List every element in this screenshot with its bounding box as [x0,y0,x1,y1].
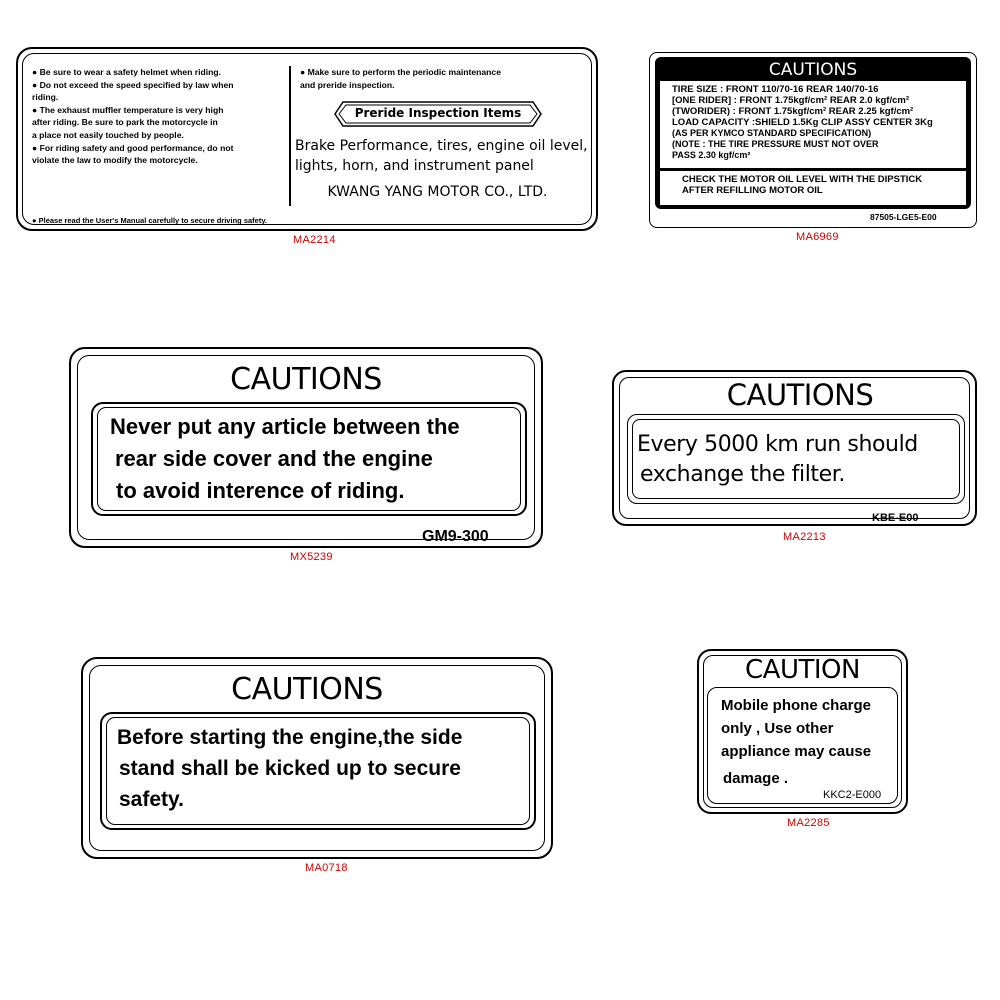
part-code: MA2214 [293,234,336,246]
message-line: exchange the filter. [640,462,845,487]
oil-line: CHECK THE MOTOR OIL LEVEL WITH THE DIPSTICK [682,174,923,185]
bullet-line: violate the law to modify the motorcycle. [32,155,198,166]
part-number: GM9-300 [422,528,489,545]
column-divider [289,66,291,206]
message-text [117,722,462,815]
message-text [637,430,918,490]
bullet-line: a place not easily touched by people. [32,129,184,140]
spec-line: (TWORIDER) : FRONT 1.75kgf/cm² REAR 2.25 kgf/cm² [672,106,914,117]
bullet-line: ● For riding safety and good performance, do not [32,142,234,153]
message-line: appliance may cause [721,743,872,760]
label-title: CAUTIONS [230,362,382,397]
label-title: CAUTIONS [231,672,383,707]
part-number: 87505-LGE5-E00 [870,212,937,222]
label-title: CAUTION [745,655,860,685]
spec-line: TIRE SIZE : FRONT 110/70-16 REAR 140/70-16 [672,84,879,95]
inspection-items [295,136,588,176]
message-line: Every 5000 km run should [637,432,918,457]
message-line: only , Use other [721,720,834,737]
message-line: damage . [723,770,789,787]
manual-footer: ● Please read the User's Manual carefully to secure driving safety. [32,216,268,225]
spec-line: (NOTE : THE TIRE PRESSURE MUST NOT OVER [672,139,879,149]
safety-bullets [32,66,233,167]
part-code: MA2285 [787,817,830,829]
label-title: CAUTIONS [726,378,874,412]
maintenance-bullet [300,66,501,91]
inspection-line: lights, horn, and instrument panel [295,158,534,174]
oil-lines [682,174,922,196]
inspection-line: Brake Performance, tires, engine oil level, [295,138,588,154]
bullet-line: ● The exhaust muffler temperature is very high [32,104,224,115]
oil-line: AFTER REFILLING MOTOR OIL [682,185,823,196]
bullet-line: and preride inspection. [300,79,395,90]
label-title: CAUTIONS [768,60,858,80]
spec-line: PASS 2.30 kgf/cm² [672,150,751,160]
message-line: rear side cover and the engine [115,446,433,471]
message-line: Mobile phone charge [721,697,872,714]
spec-lines [672,84,933,161]
message-text [110,411,460,507]
part-number: KBE-E00 [872,512,919,524]
company-name: KWANG YANG MOTOR CO., LTD. [327,184,548,200]
part-code: MX5239 [290,551,333,563]
part-number: KKC2-E000 [823,789,882,801]
bullet-line: ● Make sure to perform the periodic maintenance [300,67,501,77]
bullet-line: riding. [32,92,59,103]
message-text [721,694,871,790]
spec-line: (AS PER KYMCO STANDARD SPECIFICATION) [672,128,872,138]
part-code: MA6969 [796,231,839,243]
message-line: stand shall be kicked up to secure [119,757,461,780]
message-line: Never put any article between the [110,414,460,439]
message-line: to avoid interence of riding. [116,478,405,503]
bullet-line: ● Be sure to wear a safety helmet when riding. [32,67,222,77]
inspection-title: Preride Inspection Items [354,106,522,120]
spec-line: [ONE RIDER] : FRONT 1.75kgf/cm² REAR 2.0 kgf/cm² [672,95,910,106]
bullet-line: after riding. Be sure to park the motorcycle in [32,117,218,128]
message-line: safety. [119,788,184,811]
bullet-line: ● Do not exceed the speed specified by law when [32,79,234,90]
message-line: Before starting the engine,the side [117,726,463,749]
part-code: MA0718 [305,862,348,874]
spec-line: LOAD CAPACITY :SHIELD 1.5Kg CLIP ASSY CENTER 3Kg [672,117,933,128]
part-code: MA2213 [783,531,826,543]
